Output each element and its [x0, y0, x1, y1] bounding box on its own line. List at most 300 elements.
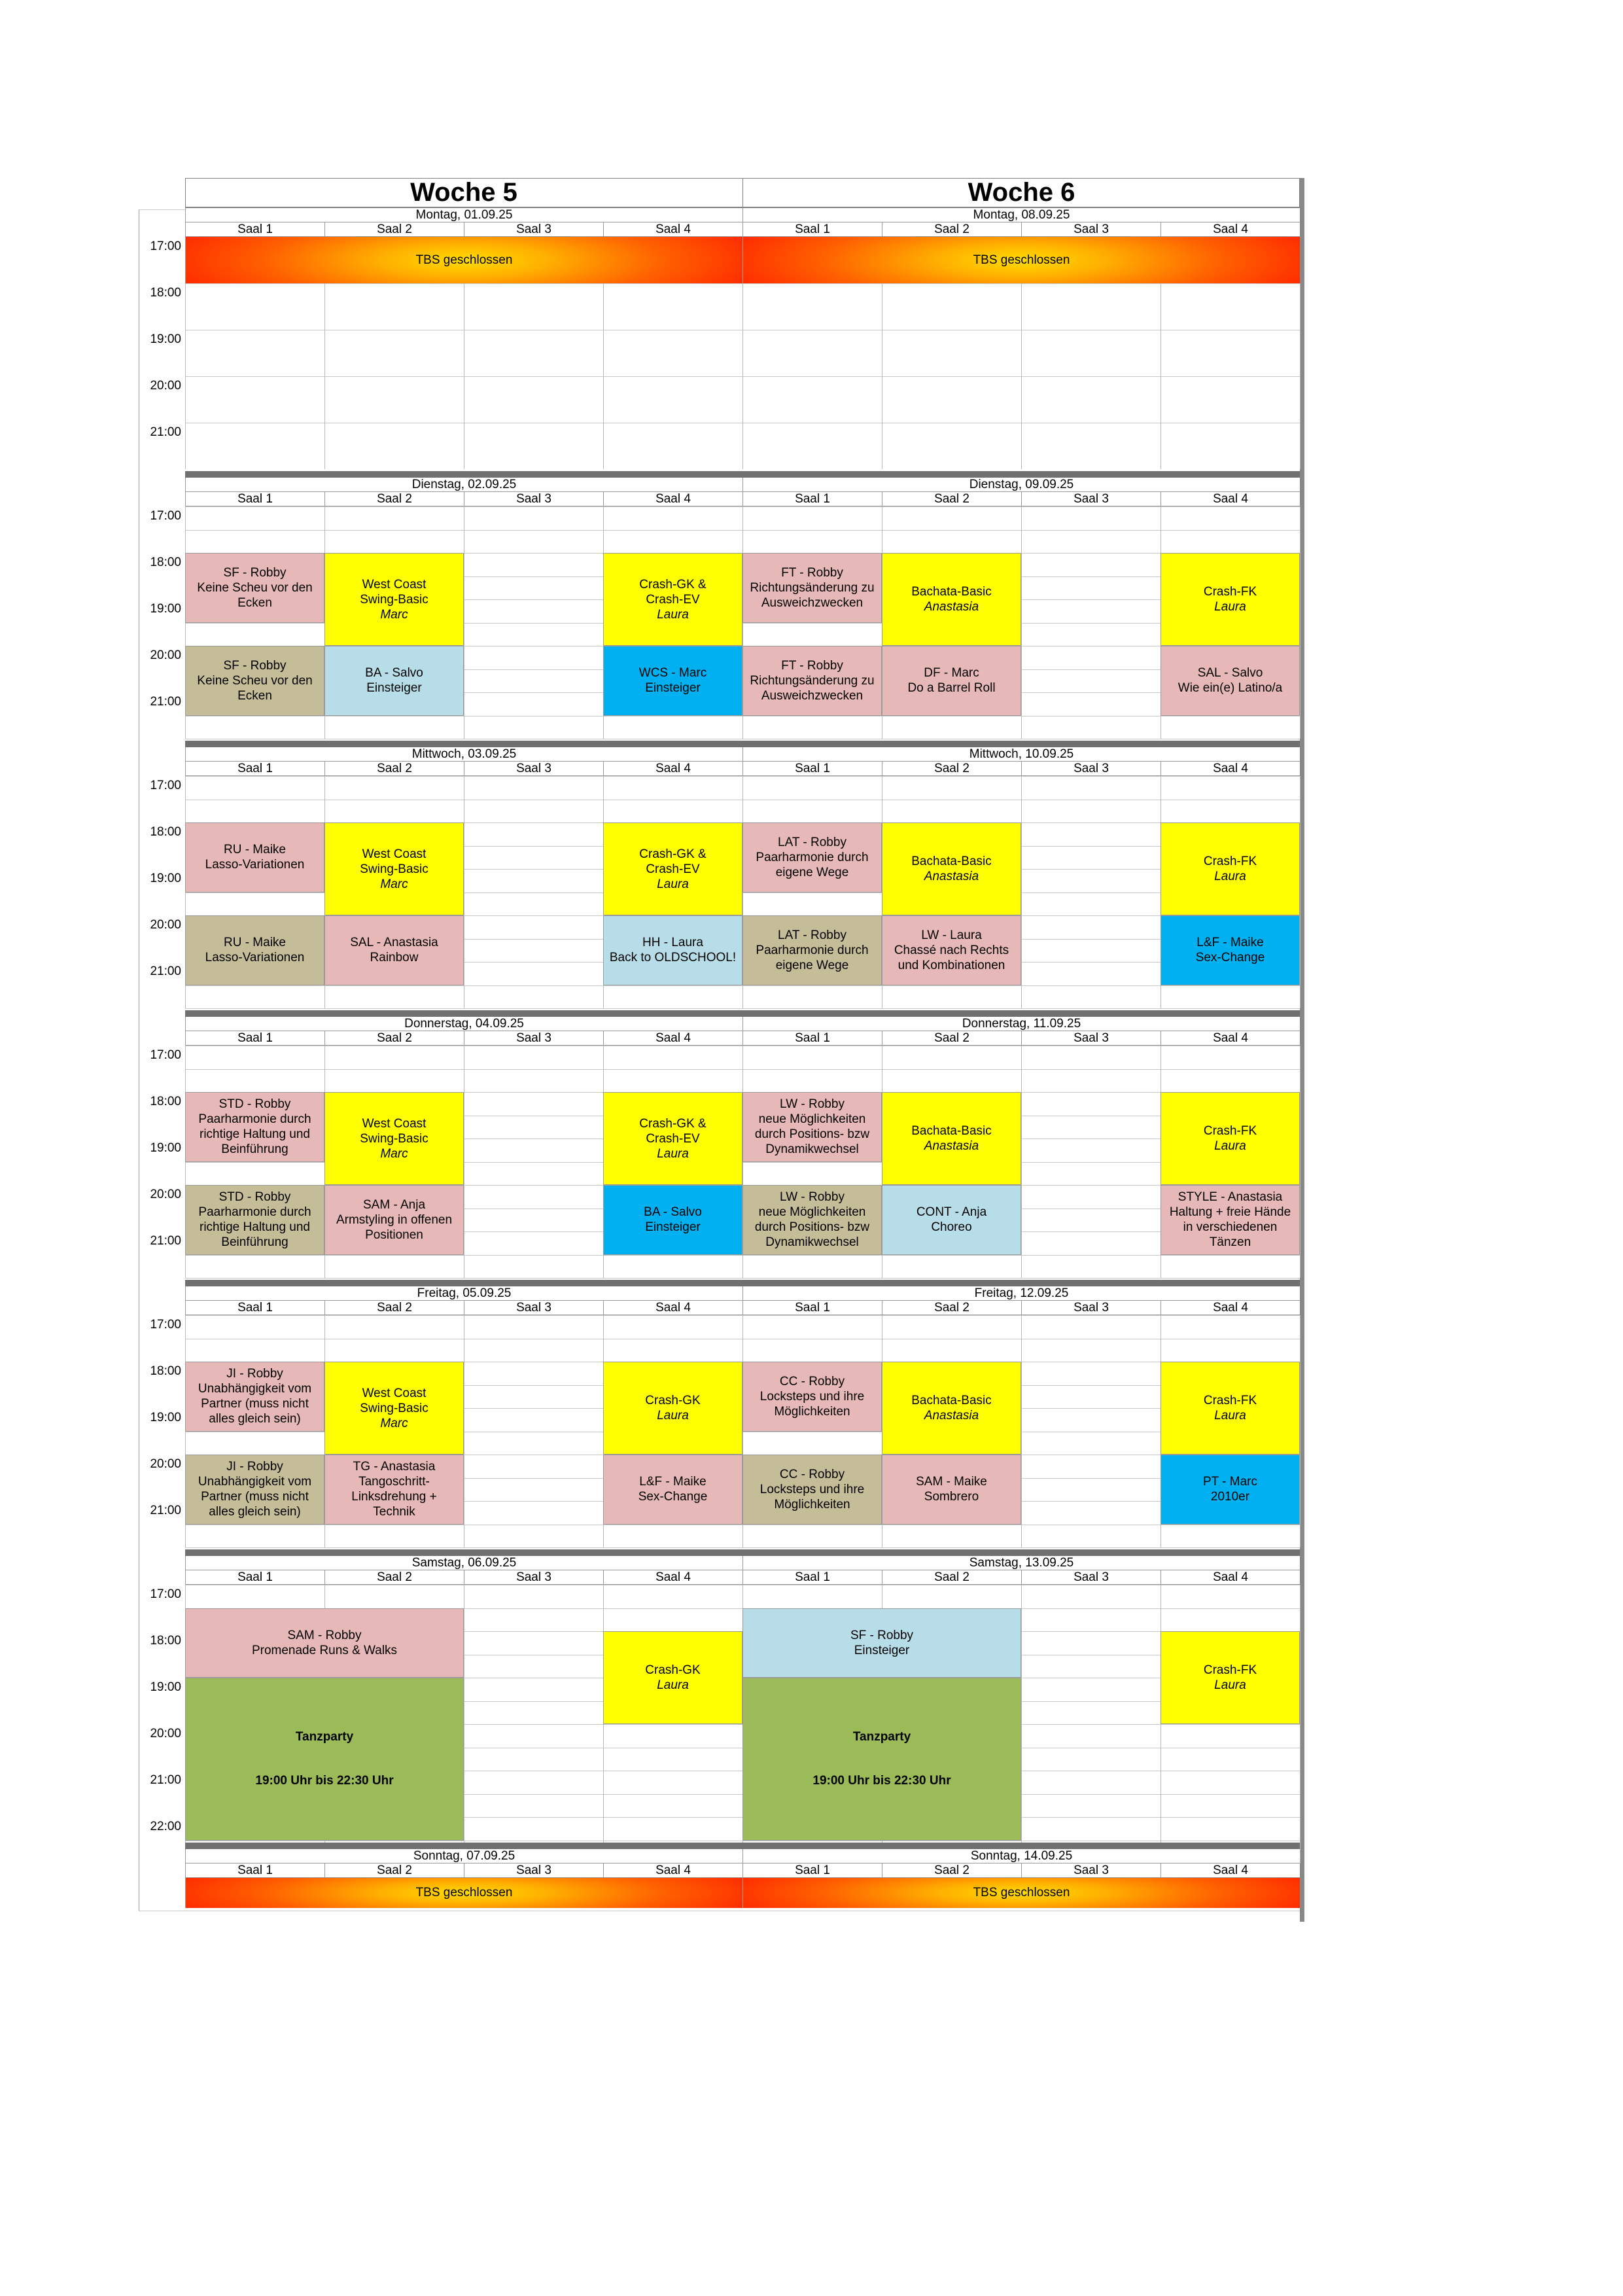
- room-label: Saal 2: [882, 1301, 1021, 1315]
- course-text: PT - Marc: [1202, 1475, 1258, 1489]
- room-label: Saal 1: [742, 222, 882, 237]
- course-text: SAM - Maike: [916, 1475, 987, 1489]
- day-date-label: Donnerstag, 11.09.25: [742, 1017, 1300, 1031]
- time-label: 21:00: [150, 425, 181, 439]
- day-separator: [185, 1843, 1300, 1849]
- day-date-label: Freitag, 05.09.25: [185, 1286, 742, 1301]
- course-block[interactable]: [882, 1092, 1021, 1185]
- course-block[interactable]: [185, 1185, 324, 1255]
- course-block[interactable]: [603, 1092, 742, 1185]
- course-text: Technik: [373, 1505, 415, 1519]
- course-text: Möglichkeiten: [774, 1404, 850, 1419]
- room-label: Saal 1: [742, 1301, 882, 1315]
- time-label: 18:00: [150, 1095, 181, 1108]
- course-text: durch Positions- bzw: [754, 1127, 870, 1142]
- course-text: Ecken: [237, 595, 272, 610]
- course-text: CC - Robby: [779, 1467, 845, 1481]
- time-label: 19:00: [150, 1411, 181, 1424]
- time-label: 19:00: [150, 1141, 181, 1155]
- course-block[interactable]: [324, 1185, 464, 1255]
- course-text: Richtungsänderung zu: [750, 580, 875, 595]
- room-label: Saal 1: [742, 1031, 882, 1046]
- course-text: richtige Haltung und: [200, 1127, 310, 1142]
- course-text: BA - Salvo: [365, 666, 423, 680]
- course-text: Ecken: [237, 688, 272, 703]
- course-text: Haltung + freie Hände: [1169, 1205, 1291, 1220]
- room-label: Saal 1: [185, 762, 324, 776]
- room-label: Saal 2: [882, 1863, 1021, 1878]
- course-block[interactable]: [1161, 553, 1300, 646]
- course-text: Sex-Change: [638, 1490, 708, 1504]
- room-label: Saal 3: [1021, 762, 1161, 776]
- room-label: Saal 3: [1021, 1570, 1161, 1585]
- course-text: Crash-EV: [646, 1131, 700, 1146]
- room-label: Saal 2: [324, 1570, 464, 1585]
- course-block[interactable]: [603, 822, 742, 915]
- course-text: Paarharmonie durch: [198, 1112, 311, 1127]
- course-text: Paarharmonie durch: [756, 850, 869, 864]
- day-separator: [185, 471, 1300, 478]
- course-text: Paarharmonie durch: [198, 1205, 311, 1220]
- grid-col-line: [324, 283, 325, 469]
- course-text: Crash-FK: [1203, 855, 1257, 868]
- course-text: Dynamikwechsel: [765, 1235, 859, 1250]
- day-separator: [185, 1549, 1300, 1556]
- course-text: Paarharmonie durch: [756, 943, 869, 957]
- course-text: Partner (muss nicht: [201, 1397, 309, 1411]
- instructor-name: Anastasia: [924, 1409, 979, 1422]
- time-label: 17:00: [150, 1048, 181, 1062]
- course-text: BA - Salvo: [644, 1205, 702, 1220]
- course-text: SAM - Anja: [362, 1197, 426, 1212]
- course-text: durch Positions- bzw: [754, 1220, 870, 1235]
- course-block[interactable]: [1161, 1362, 1300, 1455]
- course-text: West Coast: [362, 847, 427, 861]
- instructor-name: Laura: [657, 877, 689, 891]
- course-text: Keine Scheu vor den: [197, 580, 313, 595]
- room-label: Saal 4: [603, 492, 742, 506]
- course-text: Crash-EV: [646, 592, 700, 607]
- course-text: JI - Robby: [226, 1460, 283, 1474]
- course-text: Ausweichzwecken: [761, 595, 864, 610]
- course-text: L&F - Maike: [639, 1475, 707, 1489]
- course-text: RU - Maike: [223, 843, 286, 857]
- course-block[interactable]: [324, 822, 464, 915]
- room-label: Saal 2: [882, 1570, 1021, 1585]
- grid-col-line: [603, 1585, 604, 1863]
- course-text: Back to OLDSCHOOL!: [609, 951, 737, 965]
- course-text: Crash-GK &: [639, 577, 707, 592]
- course-block[interactable]: [882, 822, 1021, 915]
- grid-col-line: [1021, 1585, 1022, 1863]
- day-separator: [185, 1010, 1300, 1017]
- course-text: alles gleich sein): [209, 1412, 301, 1426]
- room-label: Saal 1: [742, 762, 882, 776]
- course-text: Swing-Basic: [360, 1131, 428, 1146]
- course-text: Partner (muss nicht: [201, 1490, 309, 1504]
- party-title: Tanzparty: [295, 1730, 354, 1744]
- room-label: Saal 4: [603, 1031, 742, 1046]
- grid-col-line: [1021, 506, 1022, 739]
- course-block[interactable]: [1161, 1455, 1300, 1525]
- instructor-name: Laura: [1214, 1678, 1246, 1692]
- closed-banner: TBS geschlossen: [185, 1878, 742, 1908]
- grid-col-line: [603, 283, 604, 469]
- course-text: L&F - Maike: [1196, 936, 1264, 950]
- room-label: Saal 3: [1021, 222, 1161, 237]
- course-text: West Coast: [362, 577, 427, 592]
- course-block[interactable]: [185, 1608, 464, 1678]
- week-title: Woche 6: [742, 178, 1300, 208]
- course-text: TG - Anastasia: [353, 1460, 436, 1474]
- course-text: Promenade Runs & Walks: [251, 1643, 398, 1657]
- time-label: 18:00: [150, 1634, 181, 1648]
- room-label: Saal 3: [464, 1570, 603, 1585]
- course-text: CONT - Anja: [916, 1205, 987, 1220]
- course-block[interactable]: [742, 822, 882, 892]
- course-block[interactable]: [1161, 1092, 1300, 1185]
- course-block[interactable]: [882, 646, 1021, 716]
- course-block[interactable]: [185, 915, 324, 985]
- course-text: RU - Maike: [223, 936, 286, 950]
- time-label: 18:00: [150, 556, 181, 569]
- grid-row-line: [185, 1278, 1300, 1279]
- party-block[interactable]: [185, 1678, 464, 1841]
- course-text: SAL - Salvo: [1197, 666, 1263, 680]
- room-label: Saal 4: [1161, 492, 1300, 506]
- course-text: West Coast: [362, 1386, 427, 1400]
- course-text: Crash-GK: [645, 1663, 701, 1677]
- course-text: Rainbow: [370, 951, 419, 965]
- grid-col-line: [742, 283, 743, 469]
- course-text: Crash-FK: [1203, 1663, 1257, 1677]
- time-label: 18:00: [150, 1364, 181, 1378]
- course-block[interactable]: [742, 1362, 882, 1432]
- room-label: Saal 4: [1161, 222, 1300, 237]
- instructor-name: Anastasia: [924, 600, 979, 614]
- course-block[interactable]: [324, 553, 464, 646]
- course-text: Locksteps und ihre: [759, 1389, 865, 1404]
- room-label: Saal 1: [185, 1301, 324, 1315]
- course-block[interactable]: [882, 1362, 1021, 1455]
- course-block[interactable]: [742, 646, 882, 716]
- course-text: Einsteiger: [645, 1220, 701, 1235]
- course-text: eigene Wege: [775, 865, 849, 879]
- course-text: SAL - Anastasia: [350, 936, 438, 950]
- course-text: Bachata-Basic: [911, 1394, 992, 1407]
- course-text: Tänzen: [1209, 1235, 1251, 1250]
- day-date-label: Samstag, 06.09.25: [185, 1556, 742, 1570]
- room-label: Saal 1: [185, 1570, 324, 1585]
- course-text: richtige Haltung und: [200, 1220, 310, 1235]
- instructor-name: Laura: [1214, 1409, 1246, 1422]
- instructor-name: Laura: [1214, 600, 1246, 614]
- course-text: Linksdrehung +: [351, 1490, 437, 1504]
- instructor-name: Laura: [1214, 870, 1246, 883]
- party-block[interactable]: [742, 1678, 1021, 1841]
- instructor-name: Marc: [380, 607, 408, 622]
- time-label: 19:00: [150, 872, 181, 885]
- course-block[interactable]: [603, 1455, 742, 1525]
- room-label: Saal 2: [324, 222, 464, 237]
- course-text: Einsteiger: [366, 681, 422, 696]
- course-block[interactable]: [324, 646, 464, 716]
- party-time: 19:00 Uhr bis 22:30 Uhr: [255, 1774, 394, 1788]
- room-label: Saal 2: [882, 492, 1021, 506]
- time-axis-top: [139, 209, 185, 210]
- room-label: Saal 2: [882, 1031, 1021, 1046]
- time-label: 21:00: [150, 1234, 181, 1248]
- room-label: Saal 4: [603, 1301, 742, 1315]
- course-text: Sombrero: [924, 1490, 979, 1504]
- grid-col-line: [1021, 776, 1022, 1008]
- grid-row-line: [185, 1547, 1300, 1548]
- course-block[interactable]: [324, 1455, 464, 1525]
- course-text: Beinführung: [221, 1142, 288, 1157]
- course-text: Swing-Basic: [360, 1401, 428, 1415]
- course-text: 2010er: [1210, 1490, 1250, 1504]
- time-label: 21:00: [150, 1504, 181, 1517]
- course-block[interactable]: [324, 1362, 464, 1455]
- course-text: LAT - Robby: [778, 928, 846, 942]
- grid-col-line: [1021, 283, 1022, 469]
- course-text: WCS - Marc: [638, 666, 707, 680]
- instructor-name: Marc: [380, 877, 408, 891]
- course-block[interactable]: [1161, 646, 1300, 716]
- room-label: Saal 1: [742, 1863, 882, 1878]
- course-text: Crash-FK: [1203, 1124, 1257, 1138]
- course-text: Armstyling in offenen: [336, 1212, 453, 1227]
- course-text: Lasso-Variationen: [205, 858, 305, 872]
- course-text: SAM - Robby: [287, 1628, 362, 1642]
- course-text: Crash-GK &: [639, 847, 707, 861]
- course-block[interactable]: [185, 1092, 324, 1162]
- room-label: Saal 1: [742, 492, 882, 506]
- room-label: Saal 1: [185, 492, 324, 506]
- course-text: FT - Robby: [781, 658, 843, 673]
- course-block[interactable]: [742, 1092, 882, 1162]
- course-text: Keine Scheu vor den: [197, 673, 313, 688]
- course-block[interactable]: [742, 915, 882, 985]
- course-text: Einsteiger: [645, 681, 701, 696]
- time-label: 22:00: [150, 1820, 181, 1833]
- course-block[interactable]: [603, 1631, 742, 1724]
- room-label: Saal 1: [185, 1031, 324, 1046]
- page-shadow: [1300, 178, 1304, 1922]
- day-separator: [185, 741, 1300, 747]
- day-date-label: Mittwoch, 10.09.25: [742, 747, 1300, 762]
- course-text: Bachata-Basic: [911, 855, 992, 868]
- room-label: Saal 4: [603, 1570, 742, 1585]
- room-label: Saal 3: [464, 1031, 603, 1046]
- party-title: Tanzparty: [852, 1730, 911, 1744]
- course-text: Positionen: [365, 1227, 423, 1242]
- time-label: 21:00: [150, 964, 181, 978]
- course-text: Crash-FK: [1203, 1394, 1257, 1407]
- course-block[interactable]: [185, 1455, 324, 1525]
- course-text: eigene Wege: [775, 958, 849, 972]
- course-text: Beinführung: [221, 1235, 288, 1250]
- course-block[interactable]: [185, 553, 324, 623]
- room-label: Saal 3: [464, 762, 603, 776]
- course-text: Dynamikwechsel: [765, 1142, 859, 1157]
- course-text: STD - Robby: [218, 1097, 291, 1112]
- time-label: 18:00: [150, 286, 181, 300]
- course-block[interactable]: [185, 646, 324, 716]
- course-text: Swing-Basic: [360, 592, 428, 607]
- room-label: Saal 4: [1161, 1570, 1300, 1585]
- course-text: Bachata-Basic: [911, 585, 992, 599]
- time-label: 20:00: [150, 648, 181, 662]
- instructor-name: Laura: [657, 1146, 689, 1161]
- course-block[interactable]: [742, 1455, 882, 1525]
- course-text: Einsteiger: [854, 1643, 910, 1657]
- room-label: Saal 3: [464, 1863, 603, 1878]
- course-block[interactable]: [882, 1455, 1021, 1525]
- room-label: Saal 3: [464, 492, 603, 506]
- course-text: Chassé nach Rechts: [894, 943, 1009, 957]
- instructor-name: Marc: [380, 1416, 408, 1430]
- room-label: Saal 3: [1021, 492, 1161, 506]
- course-block[interactable]: [742, 1608, 1021, 1678]
- time-label: 19:00: [150, 332, 181, 346]
- day-date-label: Donnerstag, 04.09.25: [185, 1017, 742, 1031]
- room-label: Saal 4: [1161, 762, 1300, 776]
- grid-col-line: [1021, 1046, 1022, 1278]
- course-text: SF - Robby: [850, 1628, 914, 1642]
- time-label: 21:00: [150, 1773, 181, 1787]
- room-label: Saal 2: [324, 762, 464, 776]
- course-block[interactable]: [882, 915, 1021, 985]
- course-text: Crash-GK: [645, 1394, 701, 1407]
- course-block[interactable]: [742, 1185, 882, 1255]
- course-text: Choreo: [931, 1220, 972, 1235]
- course-block[interactable]: [1161, 1631, 1300, 1724]
- course-text: HH - Laura: [642, 936, 703, 950]
- room-label: Saal 3: [1021, 1301, 1161, 1315]
- course-text: SF - Robby: [223, 658, 287, 673]
- course-text: Möglichkeiten: [774, 1497, 850, 1511]
- time-label: 21:00: [150, 695, 181, 709]
- instructor-name: Anastasia: [924, 870, 979, 883]
- grid-col-line: [1021, 1315, 1022, 1547]
- room-label: Saal 2: [882, 762, 1021, 776]
- course-text: LW - Robby: [780, 1097, 845, 1112]
- course-text: Do a Barrel Roll: [907, 681, 996, 696]
- day-date-label: Mittwoch, 03.09.25: [185, 747, 742, 762]
- room-label: Saal 1: [742, 1570, 882, 1585]
- course-block[interactable]: [603, 1362, 742, 1455]
- day-date-label: Samstag, 13.09.25: [742, 1556, 1300, 1570]
- time-label: 20:00: [150, 1727, 181, 1740]
- course-text: alles gleich sein): [209, 1505, 301, 1519]
- course-block[interactable]: [882, 1185, 1021, 1255]
- closed-banner: TBS geschlossen: [742, 1878, 1300, 1908]
- course-text: Crash-EV: [646, 862, 700, 876]
- grid-row-line: [185, 1008, 1300, 1009]
- course-text: Unabhängigkeit vom: [198, 1475, 312, 1489]
- course-text: Swing-Basic: [360, 862, 428, 876]
- day-separator: [185, 1280, 1300, 1286]
- course-text: CC - Robby: [779, 1374, 845, 1388]
- room-label: Saal 1: [185, 1863, 324, 1878]
- course-block[interactable]: [603, 915, 742, 985]
- course-text: neue Möglichkeiten: [758, 1205, 866, 1220]
- course-text: LW - Laura: [921, 928, 982, 942]
- instructor-name: Laura: [657, 1409, 689, 1422]
- room-label: Saal 4: [603, 762, 742, 776]
- room-label: Saal 1: [185, 222, 324, 237]
- course-block[interactable]: [1161, 915, 1300, 985]
- course-text: JI - Robby: [226, 1367, 283, 1381]
- closed-banner: TBS geschlossen: [185, 237, 742, 284]
- room-label: Saal 3: [1021, 1031, 1161, 1046]
- course-text: Crash-GK &: [639, 1116, 707, 1131]
- time-label: 20:00: [150, 918, 181, 932]
- course-block[interactable]: [882, 553, 1021, 646]
- course-block[interactable]: [603, 1185, 742, 1255]
- course-block[interactable]: [603, 553, 742, 646]
- room-label: Saal 4: [603, 222, 742, 237]
- room-label: Saal 2: [324, 492, 464, 506]
- room-label: Saal 4: [1161, 1031, 1300, 1046]
- room-label: Saal 3: [1021, 1863, 1161, 1878]
- room-label: Saal 2: [324, 1301, 464, 1315]
- instructor-name: Marc: [380, 1146, 408, 1161]
- week-title: Woche 5: [410, 178, 517, 207]
- time-label: 20:00: [150, 379, 181, 393]
- course-text: SF - Robby: [223, 565, 287, 580]
- course-text: Locksteps und ihre: [759, 1482, 865, 1496]
- party-time: 19:00 Uhr bis 22:30 Uhr: [812, 1774, 951, 1788]
- room-label: Saal 3: [464, 1301, 603, 1315]
- room-label: Saal 2: [324, 1863, 464, 1878]
- room-label: Saal 2: [324, 1031, 464, 1046]
- course-text: Unabhängigkeit vom: [198, 1382, 312, 1396]
- course-block[interactable]: [603, 646, 742, 716]
- grid-col-line: [185, 283, 186, 469]
- time-label: 19:00: [150, 602, 181, 616]
- course-block[interactable]: [185, 1362, 324, 1432]
- course-text: DF - Marc: [924, 666, 979, 680]
- course-text: neue Möglichkeiten: [758, 1112, 866, 1127]
- day-date-label: Freitag, 12.09.25: [742, 1286, 1300, 1301]
- room-label: Saal 3: [464, 222, 603, 237]
- time-label: 17:00: [150, 779, 181, 792]
- course-block[interactable]: [324, 915, 464, 985]
- time-label: 18:00: [150, 825, 181, 839]
- course-block[interactable]: [324, 1092, 464, 1185]
- course-text: STD - Robby: [218, 1190, 291, 1205]
- course-text: und Kombinationen: [898, 958, 1005, 972]
- course-text: Bachata-Basic: [911, 1124, 992, 1138]
- time-label: 17:00: [150, 1587, 181, 1601]
- course-text: LW - Robby: [780, 1190, 845, 1205]
- course-block[interactable]: [1161, 1185, 1300, 1255]
- room-label: Saal 4: [603, 1863, 742, 1878]
- course-text: FT - Robby: [781, 565, 843, 580]
- day-date-label: Sonntag, 07.09.25: [185, 1849, 742, 1863]
- course-text: Richtungsänderung zu: [750, 673, 875, 688]
- course-text: Wie ein(e) Latino/a: [1178, 681, 1283, 696]
- day-date-label: Montag, 01.09.25: [185, 208, 742, 222]
- time-label: 19:00: [150, 1680, 181, 1694]
- day-date-label: Dienstag, 02.09.25: [185, 478, 742, 492]
- course-block[interactable]: [185, 822, 324, 892]
- day-date-label: Sonntag, 14.09.25: [742, 1849, 1300, 1863]
- course-block[interactable]: [1161, 822, 1300, 915]
- course-block[interactable]: [742, 553, 882, 623]
